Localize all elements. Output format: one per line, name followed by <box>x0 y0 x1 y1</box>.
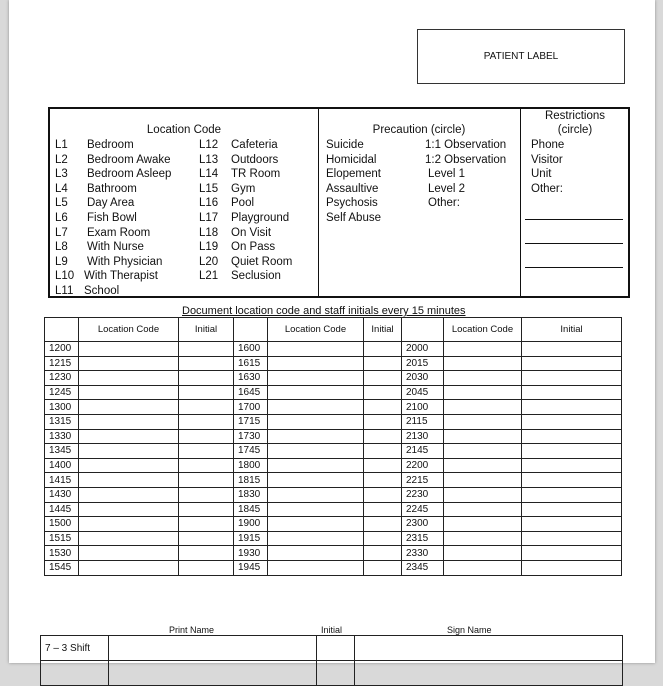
initial-cell[interactable] <box>179 342 234 357</box>
time-cell: 1515 <box>45 531 79 546</box>
initial-cell[interactable] <box>179 444 234 459</box>
initial-cell[interactable] <box>179 546 234 561</box>
time-cell: 2130 <box>402 429 444 444</box>
initial-cell[interactable] <box>364 517 402 532</box>
initial-cell[interactable] <box>364 458 402 473</box>
initial-cell[interactable] <box>522 429 622 444</box>
time-cell: 1845 <box>234 502 268 517</box>
location-code-cell[interactable] <box>268 458 364 473</box>
location-code-cell[interactable] <box>444 531 522 546</box>
initial-cell[interactable] <box>522 473 622 488</box>
initial-cell[interactable] <box>364 356 402 371</box>
initial-cell[interactable] <box>179 531 234 546</box>
initial-cell[interactable] <box>364 385 402 400</box>
location-code-cell[interactable] <box>79 517 179 532</box>
sign-name-cell[interactable] <box>355 661 623 686</box>
location-code-cell[interactable] <box>444 502 522 517</box>
initial-cell[interactable] <box>522 371 622 386</box>
table-row <box>45 502 622 517</box>
location-code-cell[interactable] <box>79 385 179 400</box>
time-cell: 1245 <box>45 385 79 400</box>
location-code-cell[interactable] <box>268 560 364 575</box>
restriction-option[interactable]: Phone <box>531 139 565 151</box>
initial-cell[interactable] <box>179 429 234 444</box>
print-name-cell[interactable] <box>109 636 317 661</box>
location-code-cell[interactable] <box>268 356 364 371</box>
initial-cell[interactable] <box>364 560 402 575</box>
location-code: L14 <box>199 168 219 181</box>
time-cell: 1545 <box>45 560 79 575</box>
precaution-option[interactable]: Assaultive <box>326 182 379 195</box>
location-code-cell[interactable] <box>444 429 522 444</box>
location-code-cell[interactable] <box>444 560 522 575</box>
time-cell: 1945 <box>234 560 268 575</box>
location-code-cell[interactable] <box>444 458 522 473</box>
location-code-cell[interactable] <box>268 385 364 400</box>
divider <box>318 109 319 296</box>
patient-label-box <box>417 29 625 84</box>
initial-cell[interactable] <box>522 400 622 415</box>
location-name: Pool <box>231 197 255 210</box>
table-row <box>45 371 622 386</box>
initial-cell[interactable] <box>179 356 234 371</box>
time-cell: 2100 <box>402 400 444 415</box>
time-cell: 1500 <box>45 517 79 532</box>
table-row <box>45 517 622 532</box>
location-name: School <box>84 285 120 297</box>
blank-line <box>525 243 623 244</box>
signature-row <box>41 661 623 686</box>
location-name: Bedroom <box>87 139 134 151</box>
location-code-header: Location Code <box>268 318 364 342</box>
table-row <box>45 560 622 575</box>
location-code-cell[interactable] <box>268 400 364 415</box>
precaution-option[interactable]: Homicidal <box>326 153 377 166</box>
location-code-cell[interactable] <box>79 371 179 386</box>
location-name: With Therapist <box>84 270 158 283</box>
precaution-title: Precaution (circle) <box>372 124 466 136</box>
location-code-cell[interactable] <box>444 444 522 459</box>
sign-name-cell[interactable] <box>355 636 623 661</box>
location-code: L18 <box>199 226 219 239</box>
initial-cell[interactable] <box>179 400 234 415</box>
time-cell: 1530 <box>45 546 79 561</box>
time-cell: 1600 <box>234 342 268 357</box>
location-code-cell[interactable] <box>268 414 364 429</box>
location-name: Outdoors <box>231 153 279 166</box>
table-row <box>45 356 622 371</box>
location-code-cell[interactable] <box>268 342 364 357</box>
location-code: L8 <box>55 241 68 254</box>
time-cell: 2300 <box>402 517 444 532</box>
location-code-cell[interactable] <box>268 546 364 561</box>
location-name: On Visit <box>231 226 272 239</box>
location-code: L21 <box>199 270 219 283</box>
initial-cell[interactable] <box>522 517 622 532</box>
restriction-option[interactable]: Visitor <box>531 153 563 166</box>
location-code: L13 <box>199 153 219 166</box>
initial-cell[interactable] <box>179 385 234 400</box>
location-name: Bedroom Awake <box>87 153 171 166</box>
time-cell: 1230 <box>45 371 79 386</box>
print-name-cell[interactable] <box>109 661 317 686</box>
initial-cell[interactable] <box>364 546 402 561</box>
location-code-cell[interactable] <box>79 502 179 517</box>
patient-label-text: PATIENT LABEL <box>483 51 559 62</box>
shift-label: 7 – 3 Shift <box>41 636 109 661</box>
time-cell: 2230 <box>402 487 444 502</box>
location-code-cell[interactable] <box>444 356 522 371</box>
location-code: L7 <box>55 226 68 239</box>
observation-option[interactable]: Other: <box>428 197 460 210</box>
location-code-cell[interactable] <box>444 517 522 532</box>
location-code: L4 <box>55 182 68 195</box>
time-header <box>45 318 79 342</box>
time-cell: 1745 <box>234 444 268 459</box>
time-cell: 2330 <box>402 546 444 561</box>
location-code-cell[interactable] <box>79 546 179 561</box>
location-code: L20 <box>199 255 219 268</box>
time-header <box>234 318 268 342</box>
location-code-cell[interactable] <box>444 371 522 386</box>
initial-cell[interactable] <box>364 487 402 502</box>
location-code-cell[interactable] <box>79 356 179 371</box>
table-row <box>45 546 622 561</box>
time-header <box>402 318 444 342</box>
time-cell: 1415 <box>45 473 79 488</box>
time-cell: 2315 <box>402 531 444 546</box>
initial-cell[interactable] <box>522 531 622 546</box>
location-code-cell[interactable] <box>268 444 364 459</box>
initial-cell[interactable] <box>522 546 622 561</box>
location-name: Bedroom Asleep <box>87 168 172 181</box>
initial-cell[interactable] <box>522 342 622 357</box>
initial-cell[interactable] <box>522 356 622 371</box>
initial-cell[interactable] <box>364 473 402 488</box>
time-cell: 1700 <box>234 400 268 415</box>
table-row <box>45 429 622 444</box>
location-code: L3 <box>55 168 68 181</box>
initial-header: Initial <box>321 625 343 635</box>
location-code: L5 <box>55 197 68 210</box>
shift-label <box>41 661 109 686</box>
precaution-option[interactable]: Self Abuse <box>326 212 381 224</box>
table-row <box>45 385 622 400</box>
initial-cell[interactable] <box>522 444 622 459</box>
table-row <box>45 473 622 488</box>
initial-cell[interactable] <box>364 502 402 517</box>
location-code-cell[interactable] <box>444 546 522 561</box>
location-name: Fish Bowl <box>87 212 137 224</box>
location-name: Quiet Room <box>231 255 293 268</box>
location-code-cell[interactable] <box>79 531 179 546</box>
table-header-row <box>45 318 622 342</box>
location-name: With Nurse <box>87 241 144 254</box>
location-code-cell[interactable] <box>79 473 179 488</box>
observation-option[interactable]: Level 1 <box>428 168 466 181</box>
initial-cell[interactable] <box>364 400 402 415</box>
initial-cell[interactable] <box>522 487 622 502</box>
location-code-cell[interactable] <box>268 517 364 532</box>
time-cell: 1330 <box>45 429 79 444</box>
precaution-option[interactable]: Suicide <box>326 139 364 151</box>
location-code: L19 <box>199 241 219 254</box>
restrictions-title: Restrictions <box>544 110 606 122</box>
initial-cell[interactable] <box>522 385 622 400</box>
observation-option[interactable]: 1:2 Observation <box>425 153 507 166</box>
restriction-option[interactable]: Unit <box>531 168 552 181</box>
location-code-cell[interactable] <box>79 414 179 429</box>
initial-cell[interactable] <box>179 414 234 429</box>
location-name: Day Area <box>87 197 135 210</box>
time-cell: 2115 <box>402 414 444 429</box>
location-code-cell[interactable] <box>444 414 522 429</box>
location-code-cell[interactable] <box>268 371 364 386</box>
signature-row <box>41 636 623 661</box>
location-code-cell[interactable] <box>444 487 522 502</box>
location-name: Seclusion <box>231 270 281 283</box>
initial-cell[interactable] <box>364 371 402 386</box>
location-name: Cafeteria <box>231 139 278 151</box>
initial-cell[interactable] <box>522 458 622 473</box>
time-cell: 1300 <box>45 400 79 415</box>
time-cell: 1730 <box>234 429 268 444</box>
time-cell: 1715 <box>234 414 268 429</box>
initial-header: Initial <box>364 318 402 342</box>
location-code-cell[interactable] <box>268 487 364 502</box>
time-cell: 1930 <box>234 546 268 561</box>
initial-cell[interactable] <box>179 560 234 575</box>
location-code-cell[interactable] <box>268 502 364 517</box>
location-name: Playground <box>231 212 290 224</box>
signature-table <box>40 635 623 686</box>
location-code: L2 <box>55 153 68 166</box>
time-cell: 2015 <box>402 356 444 371</box>
location-code-cell[interactable] <box>79 444 179 459</box>
initial-cell[interactable] <box>522 560 622 575</box>
location-code: L17 <box>199 212 219 224</box>
time-cell: 1315 <box>45 414 79 429</box>
location-code-cell[interactable] <box>444 473 522 488</box>
location-code-title: Location Code <box>146 124 222 136</box>
table-row <box>45 400 622 415</box>
time-cell: 1215 <box>45 356 79 371</box>
time-cell: 2000 <box>402 342 444 357</box>
time-cell: 1645 <box>234 385 268 400</box>
initial-cell[interactable] <box>364 444 402 459</box>
time-cell: 2145 <box>402 444 444 459</box>
initial-cell[interactable] <box>522 414 622 429</box>
initial-cell[interactable] <box>364 342 402 357</box>
initial-header: Initial <box>522 318 622 342</box>
location-name: TR Room <box>231 168 281 181</box>
location-name: Gym <box>231 182 256 195</box>
location-code-cell[interactable] <box>79 429 179 444</box>
print-name-header: Print Name <box>169 625 215 635</box>
location-code-cell[interactable] <box>444 385 522 400</box>
time-cell: 2045 <box>402 385 444 400</box>
location-code: L11 <box>55 285 74 297</box>
location-code-cell[interactable] <box>444 400 522 415</box>
initial-cell[interactable] <box>179 458 234 473</box>
observation-log-table <box>44 317 622 576</box>
observation-option[interactable]: Level 2 <box>428 182 466 195</box>
location-code: L6 <box>55 212 68 224</box>
location-code-header: Location Code <box>444 318 522 342</box>
precaution-option[interactable]: Psychosis <box>326 197 378 210</box>
time-cell: 2345 <box>402 560 444 575</box>
precaution-option[interactable]: Elopement <box>326 168 381 181</box>
time-cell: 2215 <box>402 473 444 488</box>
codes-box <box>48 107 630 298</box>
location-name: On Pass <box>231 241 276 254</box>
table-row <box>45 444 622 459</box>
time-cell: 1800 <box>234 458 268 473</box>
initial-cell[interactable] <box>364 414 402 429</box>
location-code: L10 <box>55 270 75 283</box>
table-row <box>45 487 622 502</box>
table-row <box>45 458 622 473</box>
time-cell: 1430 <box>45 487 79 502</box>
location-code: L1 <box>55 139 68 151</box>
initial-cell[interactable] <box>317 661 355 686</box>
initial-cell[interactable] <box>317 636 355 661</box>
location-code-header: Location Code <box>79 318 179 342</box>
time-cell: 2200 <box>402 458 444 473</box>
table-row <box>45 531 622 546</box>
observation-option[interactable]: 1:1 Observation <box>425 139 507 151</box>
location-code-cell[interactable] <box>79 487 179 502</box>
location-code-cell[interactable] <box>79 400 179 415</box>
initial-cell[interactable] <box>179 371 234 386</box>
location-name: Bathroom <box>87 182 137 195</box>
time-cell: 2030 <box>402 371 444 386</box>
location-code-cell[interactable] <box>79 560 179 575</box>
initial-cell[interactable] <box>179 487 234 502</box>
time-cell: 1630 <box>234 371 268 386</box>
time-cell: 1900 <box>234 517 268 532</box>
initial-cell[interactable] <box>364 531 402 546</box>
form-page <box>9 0 655 663</box>
location-code-cell[interactable] <box>444 342 522 357</box>
divider <box>520 109 521 296</box>
table-row <box>45 342 622 357</box>
initial-cell[interactable] <box>179 502 234 517</box>
blank-line <box>525 219 623 220</box>
location-code: L15 <box>199 182 219 195</box>
location-code-cell[interactable] <box>268 429 364 444</box>
time-cell: 1400 <box>45 458 79 473</box>
table-row <box>45 414 622 429</box>
time-cell: 1200 <box>45 342 79 357</box>
location-code-cell[interactable] <box>79 342 179 357</box>
initial-cell[interactable] <box>179 517 234 532</box>
time-cell: 1345 <box>45 444 79 459</box>
location-code-cell[interactable] <box>268 531 364 546</box>
location-code: L9 <box>55 255 68 268</box>
restriction-option[interactable]: Other: <box>531 182 563 195</box>
blank-line <box>525 267 623 268</box>
time-cell: 1915 <box>234 531 268 546</box>
sign-name-header: Sign Name <box>447 625 492 635</box>
initial-cell[interactable] <box>364 429 402 444</box>
location-code-cell[interactable] <box>79 458 179 473</box>
time-cell: 2245 <box>402 502 444 517</box>
location-code-cell[interactable] <box>268 473 364 488</box>
location-code: L12 <box>199 139 219 151</box>
location-code: L16 <box>199 197 219 210</box>
restrictions-subtitle: (circle) <box>557 124 593 136</box>
location-name: Exam Room <box>87 226 151 239</box>
initial-cell[interactable] <box>179 473 234 488</box>
initial-cell[interactable] <box>522 502 622 517</box>
location-name: With Physician <box>87 255 163 268</box>
time-cell: 1445 <box>45 502 79 517</box>
time-cell: 1830 <box>234 487 268 502</box>
time-cell: 1815 <box>234 473 268 488</box>
time-cell: 1615 <box>234 356 268 371</box>
initial-header: Initial <box>179 318 234 342</box>
document-instructions: Document location code and staff initials every 15 minutes <box>182 305 466 317</box>
